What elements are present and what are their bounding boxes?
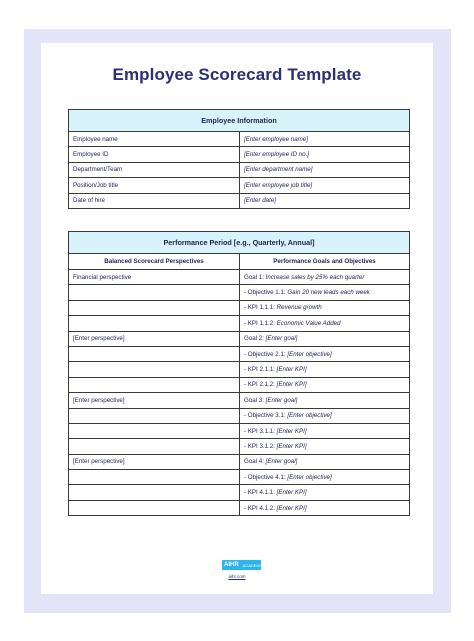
perspective-cell[interactable] <box>69 500 240 515</box>
table-row <box>69 377 410 392</box>
perspective-cell[interactable] <box>69 377 240 392</box>
goal-text: Gain 20 new leads each week <box>287 289 370 297</box>
field-label: Employee name <box>69 132 240 147</box>
table-row <box>69 178 410 193</box>
page-title: Employee Scorecard Template <box>112 65 362 84</box>
goal-text: [Enter objective] <box>287 473 332 481</box>
perspective-cell[interactable] <box>69 485 240 500</box>
perspective-cell[interactable] <box>69 423 240 438</box>
goal-text: [Enter KPI] <box>276 381 307 389</box>
goal-cell[interactable] <box>240 346 410 361</box>
goal-cell[interactable] <box>240 423 410 438</box>
table-row <box>69 393 410 408</box>
table-row <box>69 423 410 438</box>
perspective-cell[interactable]: [Enter perspective] <box>69 331 240 346</box>
employee-info-heading: Employee Information <box>69 110 410 132</box>
table-row <box>69 485 410 500</box>
goal-text: Revenue growth <box>276 304 322 312</box>
goal-cell[interactable] <box>240 377 410 392</box>
table-row <box>69 408 410 423</box>
goal-cell[interactable] <box>240 285 410 300</box>
goal-cell[interactable] <box>240 270 410 285</box>
aihr-logo <box>222 560 261 570</box>
table-row <box>69 362 410 377</box>
goal-text: [Enter KPI] <box>276 442 307 450</box>
employee-info-table <box>68 109 410 209</box>
goal-cell[interactable] <box>240 470 410 485</box>
table-row <box>69 316 410 331</box>
goal-prefix: - KPI 4.1.1: <box>244 489 277 497</box>
table-row <box>69 132 410 147</box>
table-row <box>69 285 410 300</box>
goal-prefix: - Objective 3.1: <box>244 412 288 420</box>
goal-prefix: Goal 1: <box>244 273 266 281</box>
performance-period-heading: Performance Period [e.g., Quarterly, Annual] <box>69 232 410 254</box>
goal-text: [Enter goal] <box>265 396 298 404</box>
field-label: Position/Job title <box>69 178 240 193</box>
goal-prefix: - KPI 2.1.2: <box>244 381 277 389</box>
perspectives-column-header: Balanced Scorecard Perspectives <box>69 254 240 270</box>
perspective-cell[interactable] <box>69 439 240 454</box>
perspective-cell[interactable] <box>69 285 240 300</box>
table-row <box>69 331 410 346</box>
goal-prefix: - Objective 2.1: <box>244 350 288 358</box>
goal-cell[interactable] <box>240 454 410 469</box>
table-row <box>69 193 410 208</box>
goal-cell[interactable] <box>240 316 410 331</box>
goal-prefix: - KPI 3.1.2: <box>244 442 277 450</box>
goal-cell[interactable] <box>240 331 410 346</box>
table-row <box>69 470 410 485</box>
goal-prefix: - KPI 2.1.1: <box>244 366 277 374</box>
goal-text: [Enter goal] <box>265 458 298 466</box>
goal-cell[interactable] <box>240 408 410 423</box>
perspective-cell[interactable] <box>69 470 240 485</box>
goal-text: [Enter KPI] <box>276 427 307 435</box>
table-row <box>69 147 410 162</box>
goal-prefix: Goal 4: <box>244 458 266 466</box>
table-row <box>69 439 410 454</box>
field-label: Department/Team <box>69 162 240 177</box>
goal-prefix: Goal 3: <box>244 396 266 404</box>
performance-table <box>68 231 410 516</box>
goal-prefix: Goal 2: <box>244 335 266 343</box>
field-value[interactable]: [Enter employee ID no.] <box>240 147 410 162</box>
field-value[interactable]: [Enter date] <box>240 193 410 208</box>
field-label: Employee ID <box>69 147 240 162</box>
goal-cell[interactable] <box>240 362 410 377</box>
goal-prefix: - KPI 1.1.2: <box>244 319 277 327</box>
goal-text: [Enter objective] <box>287 412 332 420</box>
goal-prefix: - KPI 1.1.1: <box>244 304 277 312</box>
table-row <box>69 346 410 361</box>
field-value[interactable]: [Enter employee name] <box>240 132 410 147</box>
table-row <box>69 270 410 285</box>
goal-cell[interactable] <box>240 300 410 315</box>
perspective-cell[interactable] <box>69 346 240 361</box>
field-value[interactable]: [Enter department name] <box>240 162 410 177</box>
table-row <box>69 300 410 315</box>
field-label: Date of hire <box>69 193 240 208</box>
goals-column-header: Performance Goals and Objectives <box>240 254 410 270</box>
perspective-cell[interactable] <box>69 408 240 423</box>
goal-prefix: - Objective 1.1: <box>244 289 288 297</box>
table-row <box>69 454 410 469</box>
goal-cell[interactable] <box>240 500 410 515</box>
goal-cell[interactable] <box>240 439 410 454</box>
perspective-cell[interactable] <box>69 300 240 315</box>
goal-cell[interactable] <box>240 393 410 408</box>
goal-cell[interactable] <box>240 485 410 500</box>
perspective-cell[interactable]: [Enter perspective] <box>69 454 240 469</box>
field-value[interactable]: [Enter employee job title] <box>240 178 410 193</box>
logo-sub-text: ACADEMY <box>242 562 263 568</box>
table-row <box>69 162 410 177</box>
footer-link[interactable]: aihr.com <box>228 574 246 579</box>
document-page <box>41 43 433 594</box>
goal-prefix: - Objective 4.1: <box>244 473 288 481</box>
perspective-cell[interactable]: Financial perspective <box>69 270 240 285</box>
goal-text: [Enter KPI] <box>276 489 307 497</box>
perspective-cell[interactable] <box>69 316 240 331</box>
goal-prefix: - KPI 4.1.2: <box>244 504 277 512</box>
logo-main-text: AIHR <box>224 562 239 568</box>
goal-text: [Enter KPI] <box>276 504 307 512</box>
goal-text: [Enter goal] <box>265 335 298 343</box>
perspective-cell[interactable] <box>69 362 240 377</box>
goal-text: Increase sales by 25% each quarter <box>265 273 365 281</box>
goal-text: [Enter objective] <box>287 350 332 358</box>
perspective-cell[interactable]: [Enter perspective] <box>69 393 240 408</box>
table-row <box>69 500 410 515</box>
goal-text: Economic Value Added <box>276 319 341 327</box>
goal-prefix: - KPI 3.1.1: <box>244 427 277 435</box>
goal-text: [Enter KPI] <box>276 366 307 374</box>
